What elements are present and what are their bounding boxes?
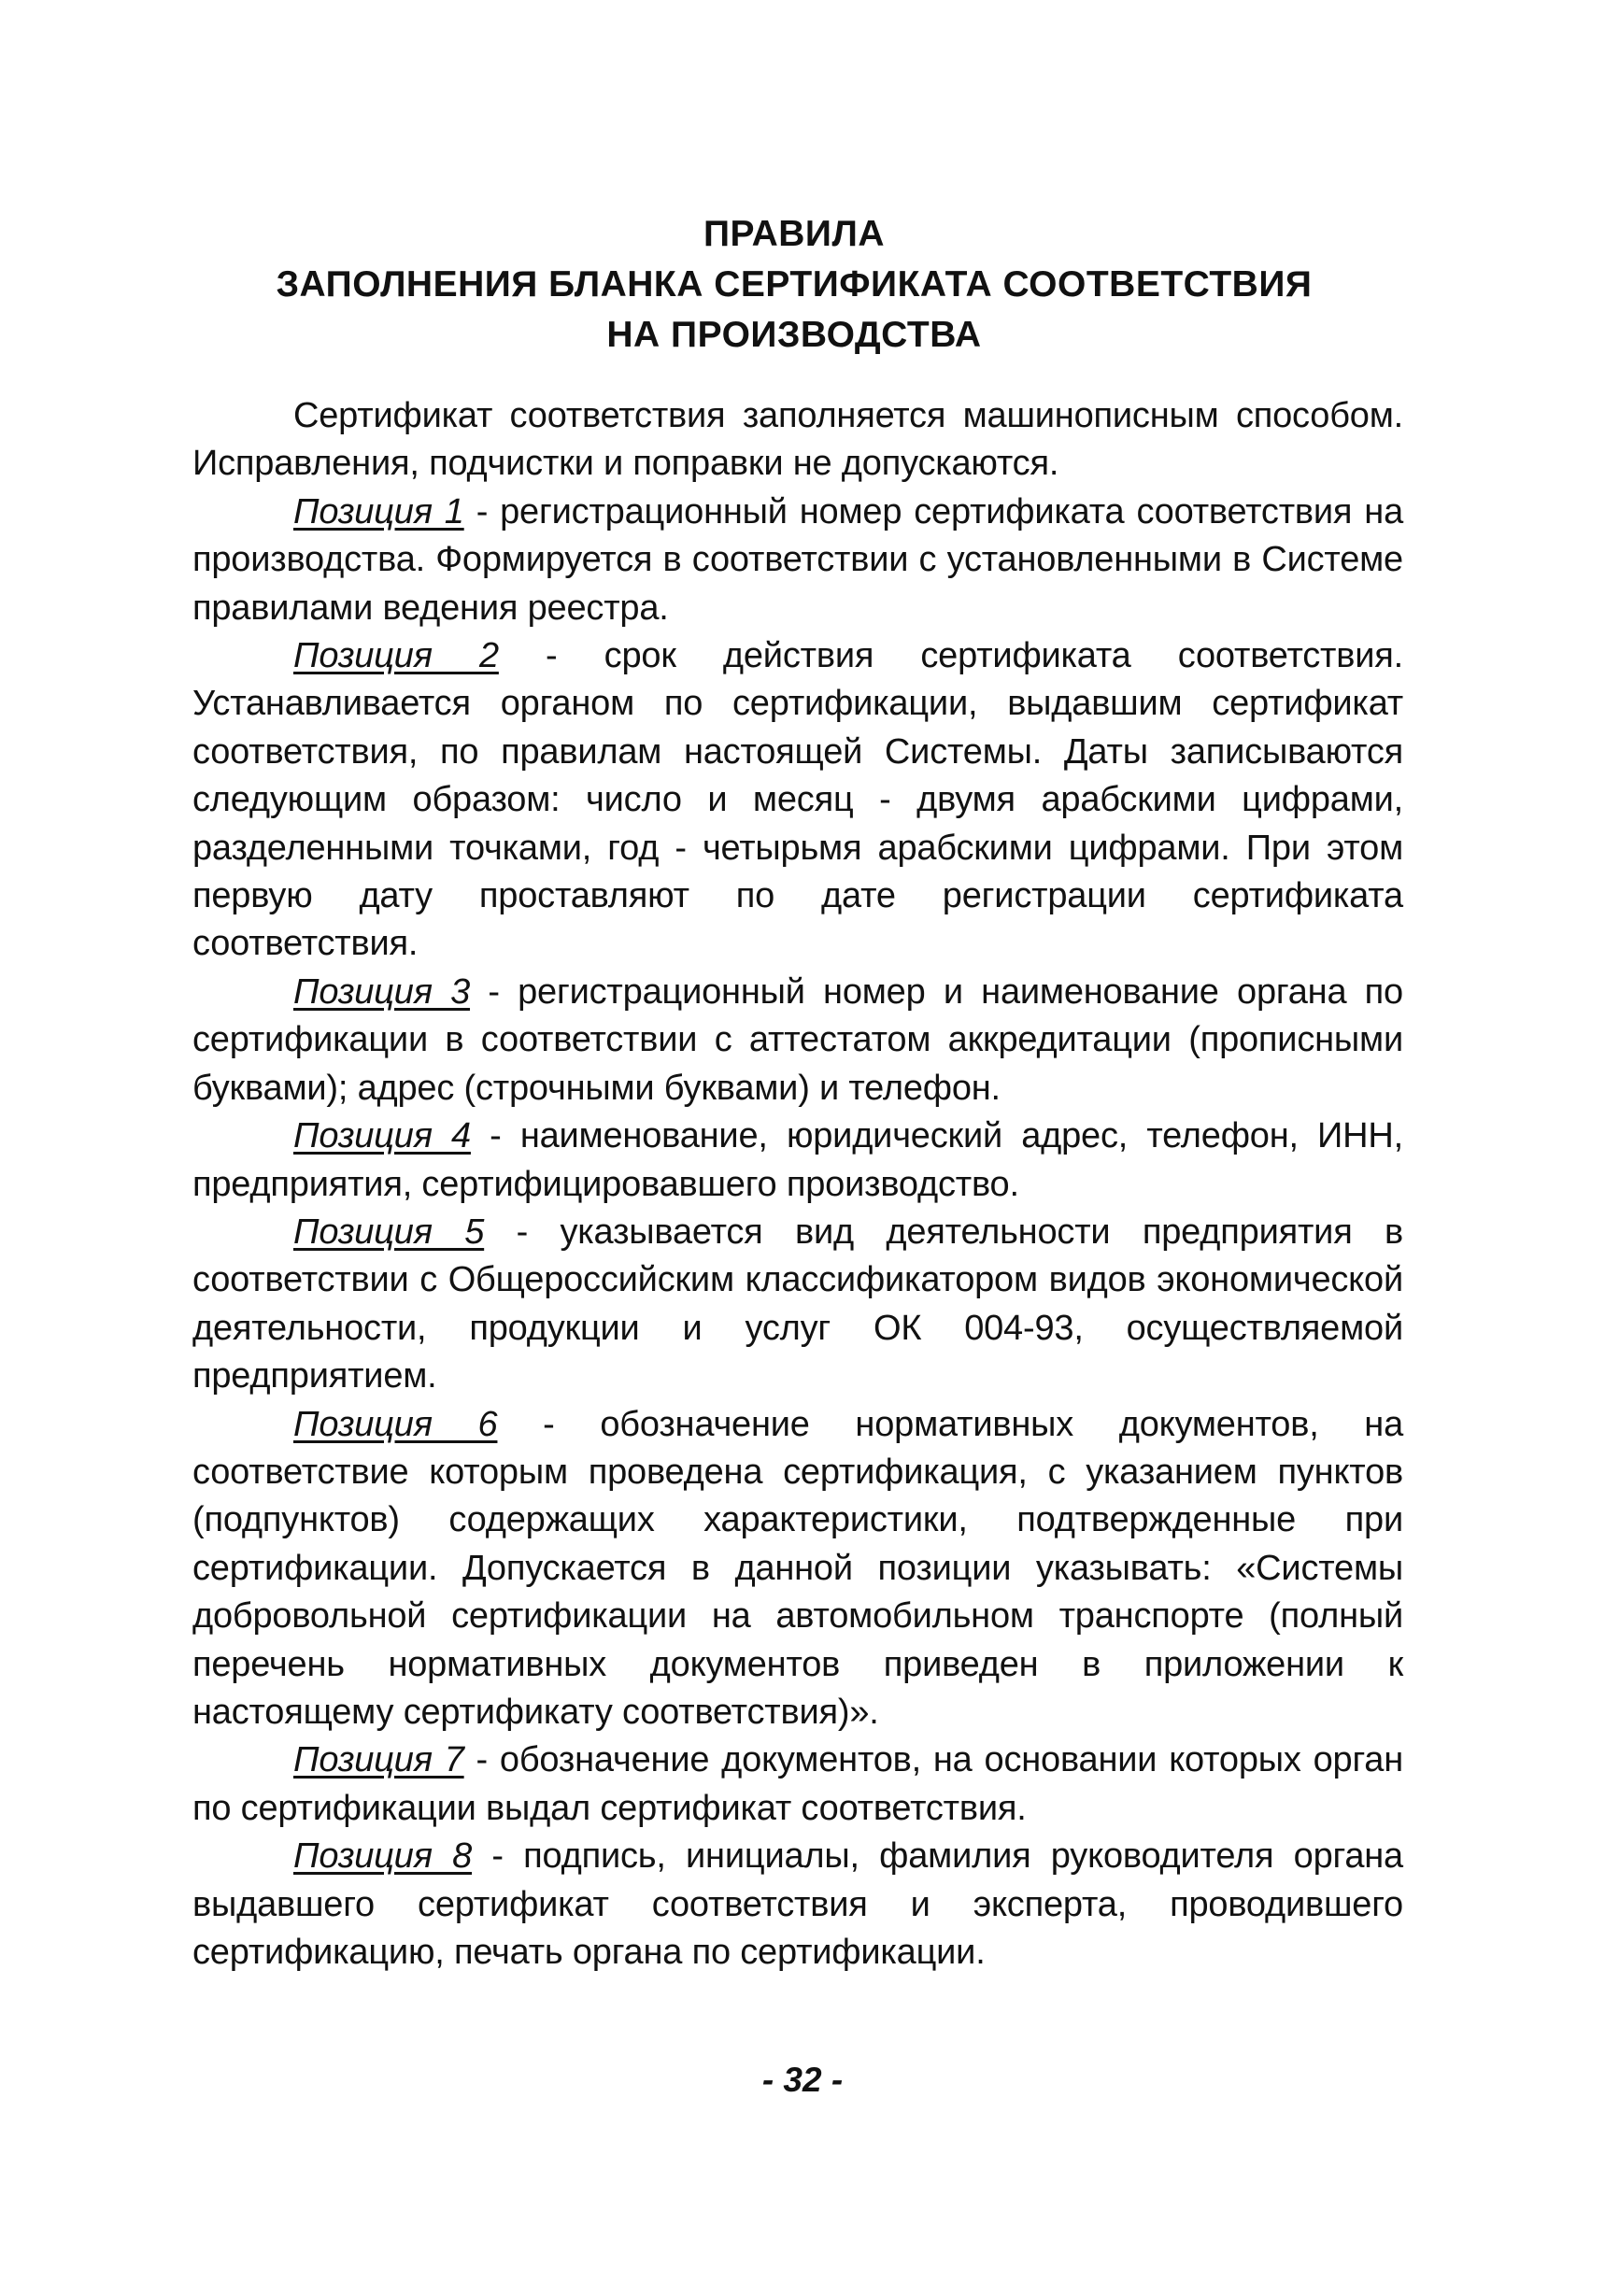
position-7-paragraph bbox=[192, 1736, 1403, 1833]
position-2-text: - срок действия сертификата соответствия. Устанавливается органом по сертификации, выдавшим сертификат соответствия, по правилам настоящей Системы. Даты записываются следующим образом: число и месяц - двумя арабскими цифрами, разделенными точками, год - четырьмя арабскими цифрами. При этом первую дату проставляют по дате регистрации сертификата соответствия. bbox=[192, 636, 1403, 964]
position-5-text: - указывается вид деятельности предприятия в соответствии с Общероссийским классификатором видов экономической деятельности, продукции и услуг ОК 004-93, осуществляемой предприятием. bbox=[192, 1212, 1403, 1396]
position-1-text: - регистрационный номер сертификата соответствия на производства. Формируется в соответствии с установленными в Системе правилами ведения реестра. bbox=[192, 491, 1404, 628]
position-1-paragraph bbox=[192, 489, 1403, 632]
title-line-2: ЗАПОЛНЕНИЯ БЛАНКА СЕРТИФИКАТА СООТВЕТСТВИЯ bbox=[276, 264, 1313, 305]
position-2-paragraph bbox=[192, 632, 1403, 969]
position-1-label: Позиция 1 bbox=[293, 491, 464, 531]
position-6-label: Позиция 6 bbox=[293, 1404, 498, 1444]
document-title bbox=[187, 209, 1401, 361]
position-8-text: - подпись, инициалы, фамилия руководителя органа выдавшего сертификат соответствия и эксперта, проводившего сертификацию, печать органа по сертификации. bbox=[192, 1836, 1403, 1972]
intro-paragraph: Сертификат соответствия заполняется машинописным способом. Исправления, подчистки и поправки не допускаются. bbox=[192, 396, 1403, 484]
position-4-text: - наименование, юридический адрес, телефон, ИНН, предприятия, сертифицировавшего производство. bbox=[192, 1116, 1404, 1204]
page-number: - 32 - bbox=[761, 2061, 844, 2099]
position-3-label: Позиция 3 bbox=[293, 971, 471, 1012]
position-6-paragraph bbox=[192, 1401, 1403, 1737]
position-3-paragraph bbox=[192, 969, 1403, 1113]
position-8-label: Позиция 8 bbox=[293, 1836, 473, 1877]
position-4-paragraph bbox=[192, 1113, 1403, 1209]
document-body bbox=[192, 392, 1403, 1977]
title-line-1: ПРАВИЛА bbox=[703, 214, 885, 254]
position-7-text: - обозначение документов, на основании которых орган по сертификации выдал сертификат соответствия. bbox=[192, 1740, 1404, 1828]
title-line-3: НА ПРОИЗВОДСТВА bbox=[606, 315, 982, 355]
position-2-label: Позиция 2 bbox=[293, 636, 499, 676]
position-5-paragraph bbox=[192, 1209, 1403, 1401]
position-6-text: - обозначение нормативных документов, на соответствие которым проведена сертификация, с указанием пунктов (подпунктов) содержащих характеристики, подтвержденные при сертификации. Допускается в данной позиции указывать: «Системы добровольной сертификации на автомобильном транспорте (полный перечень нормативных документов приведен в приложении к настоящему сертификату соответствия)». bbox=[192, 1404, 1404, 1732]
position-4-label: Позиция 4 bbox=[293, 1116, 471, 1156]
position-8-paragraph bbox=[192, 1833, 1403, 1977]
position-5-label: Позиция 5 bbox=[293, 1212, 485, 1252]
position-7-label: Позиция 7 bbox=[293, 1740, 464, 1780]
position-3-text: - регистрационный номер и наименование органа по сертификации в соответствии с аттестатом аккредитации (прописными буквами); адрес (строчными буквами) и телефон. bbox=[192, 971, 1403, 1108]
